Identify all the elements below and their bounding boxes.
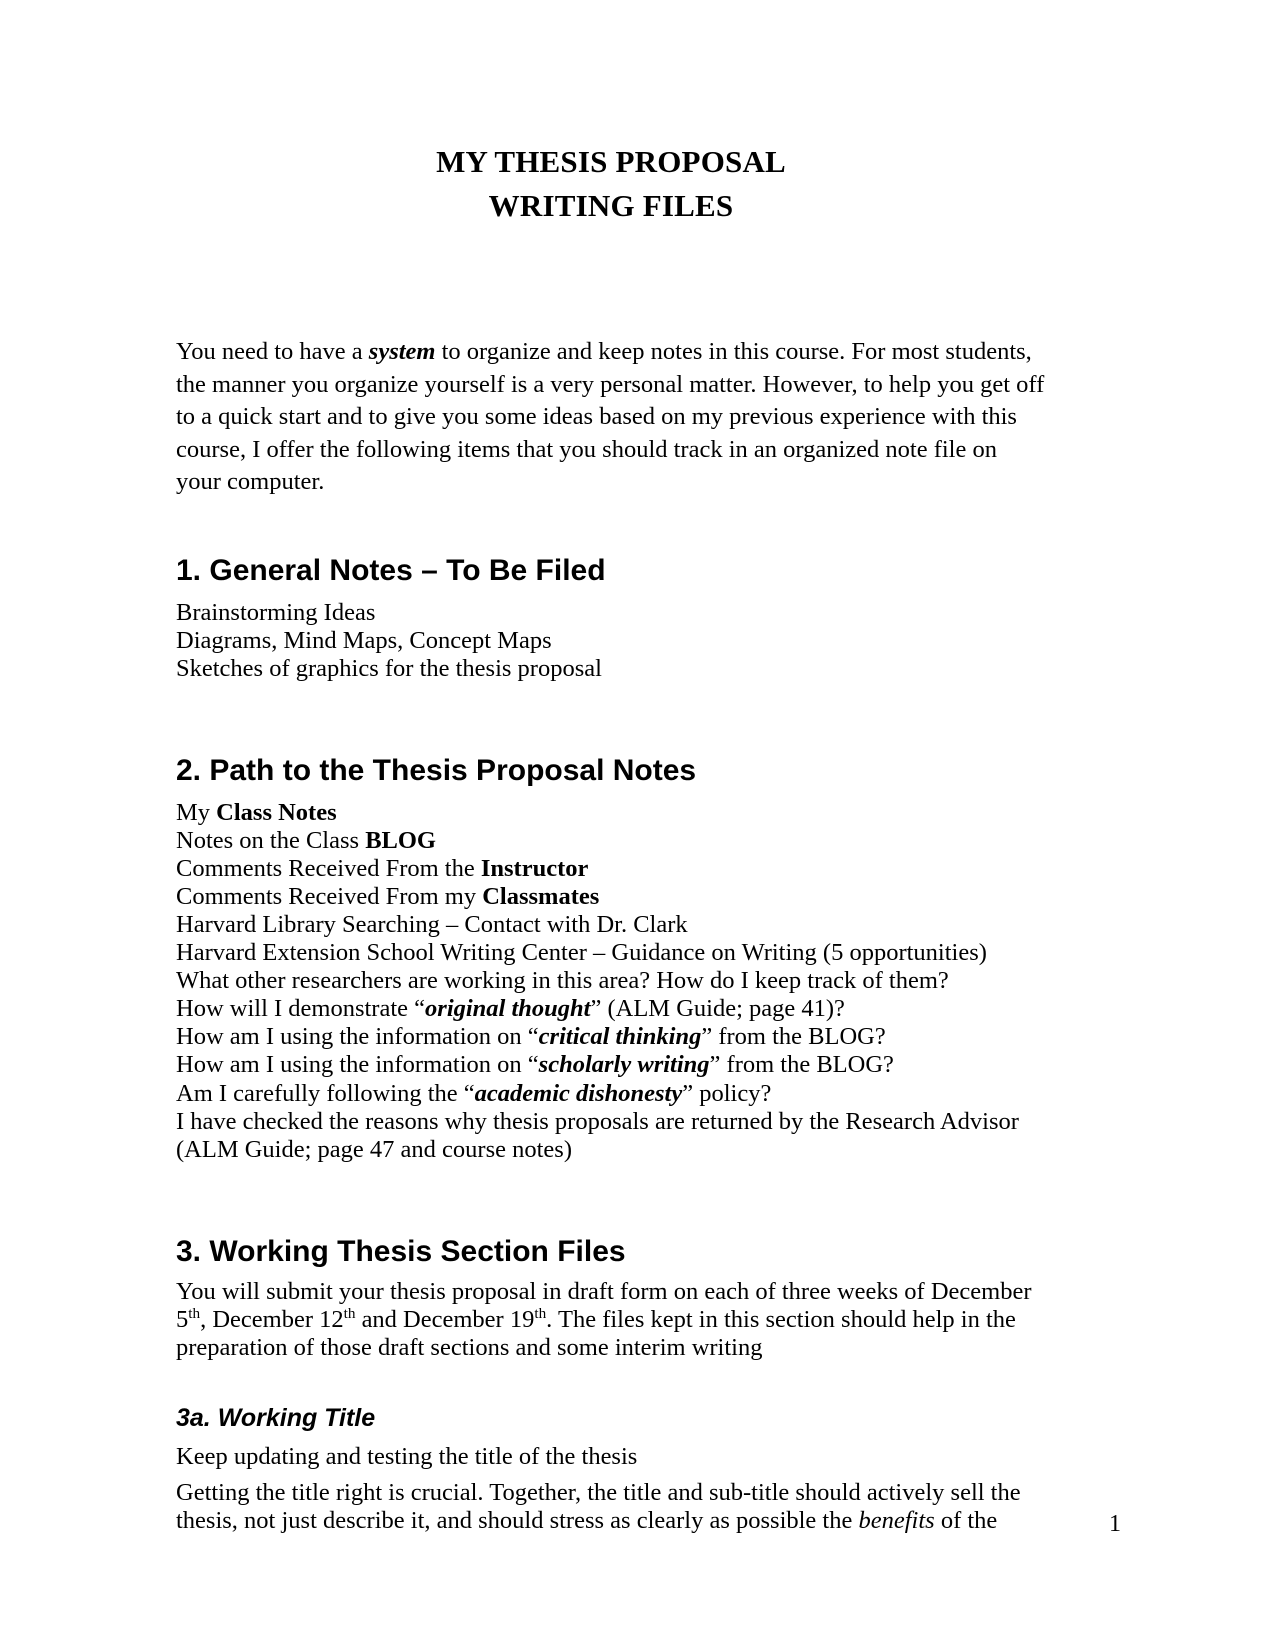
section-path-to-proposal — [176, 683, 1046, 1164]
ordinal-suffix-19th: th — [534, 1304, 547, 1322]
list-item: Brainstorming Ideas — [176, 598, 376, 626]
section-general-notes — [176, 499, 1046, 683]
paragraph-text-part-1: Getting the title right is crucial. Together, the title and sub-title should actively sell the thesis, not just describe it, and should stress as clearly as possible the — [176, 1478, 1021, 1534]
page-title — [176, 140, 1046, 228]
list-item-bold: BLOG — [365, 827, 436, 855]
list-item — [176, 1023, 1046, 1051]
list-item-text: What other researchers are working in this area? How do I keep track of them? — [176, 967, 949, 995]
section-3-paragraph — [176, 1270, 1046, 1363]
document-content — [176, 140, 1046, 1535]
list-item — [176, 1051, 1046, 1079]
section-1-list — [176, 589, 1046, 683]
list-item-text: (ALM Guide; page 47 and course notes) — [176, 1135, 572, 1163]
section-3a-list — [176, 1433, 1046, 1471]
section-2-list — [176, 789, 1046, 1164]
list-item: Keep updating and testing the title of the thesis — [176, 1442, 638, 1470]
paragraph-text-part-4: . The files kept in this section should help in the preparation of those draft sections and some interim writing — [176, 1305, 1016, 1362]
list-item-quoted-term: academic dishonesty — [474, 1079, 683, 1107]
section-heading-1: 1. General Notes – To Be Filed — [176, 553, 606, 587]
paragraph-text-part-2: , December 12 — [200, 1305, 344, 1333]
paragraph-text-part-3: and December 19 — [355, 1305, 535, 1333]
list-item — [176, 939, 1046, 967]
list-item — [176, 827, 1046, 855]
list-item-text: Harvard Extension School Writing Center – Guidance on Writing (5 opportunities) — [176, 939, 987, 967]
intro-text-part-1: You need to have a — [176, 338, 369, 366]
list-item — [176, 967, 1046, 995]
list-item — [176, 883, 1046, 911]
list-item — [176, 995, 1046, 1023]
list-item-text: I have checked the reasons why thesis proposals are returned by the Research Advisor — [176, 1107, 1019, 1135]
list-item — [176, 911, 1046, 939]
intro-text-part-2: to organize and keep notes in this course. For most students, the manner you organize yourself is a very personal matter. However, to help you get off to a quick start and to give you some ideas based on my previous experience with this course, I offer the following items that you should track in an organized note file on your computer. — [176, 338, 1045, 496]
paragraph-text-part-1: You will submit your thesis proposal in draft form on each of three weeks of December 5 — [176, 1277, 1032, 1333]
ordinal-suffix-12th: th — [343, 1304, 356, 1322]
list-item-tail: ” policy? — [682, 1079, 772, 1107]
list-item — [176, 1136, 1046, 1164]
list-item-text: Notes on the Class — [176, 827, 366, 855]
list-item-text: Am I carefully following the “ — [176, 1079, 475, 1107]
ordinal-suffix-5th: th — [188, 1304, 201, 1322]
list-item-text: Comments Received From the — [176, 855, 481, 883]
list-item-text: How am I using the information on “ — [176, 1023, 539, 1051]
intro-paragraph — [176, 228, 1046, 499]
list-item-quoted-term: original thought — [425, 995, 591, 1023]
list-item-tail: ” from the BLOG? — [709, 1051, 894, 1079]
list-item-tail: ” from the BLOG? — [701, 1023, 886, 1051]
list-item-text: My — [176, 799, 217, 827]
list-item-text: Comments Received From my — [176, 883, 483, 911]
intro-emphasis-system: system — [368, 338, 436, 366]
list-item-text: How will I demonstrate “ — [176, 995, 426, 1023]
section-heading-3: 3. Working Thesis Section Files — [176, 1234, 626, 1268]
list-item-text: Harvard Library Searching – Contact with Dr. Clark — [176, 911, 688, 939]
list-item-quoted-term: critical thinking — [538, 1023, 702, 1051]
page-number: 1 — [1109, 1511, 1121, 1537]
list-item-text: How am I using the information on “ — [176, 1051, 539, 1079]
page-title-line-1: MY THESIS PROPOSAL — [436, 144, 786, 179]
list-item — [176, 1080, 1046, 1108]
section-working-title — [176, 1363, 1046, 1536]
paragraph-text-part-2: of the — [934, 1506, 998, 1534]
section-heading-2: 2. Path to the Thesis Proposal Notes — [176, 754, 697, 788]
list-item: Sketches of graphics for the thesis proposal — [176, 655, 602, 683]
list-item-bold: Class Notes — [216, 799, 337, 827]
list-item-bold: Classmates — [482, 883, 600, 911]
list-item-tail: ” (ALM Guide; page 41)? — [590, 995, 845, 1023]
list-item-quoted-term: scholarly writing — [538, 1051, 710, 1079]
section-3a-paragraph — [176, 1471, 1046, 1536]
section-heading-3a: 3a. Working Title — [176, 1403, 376, 1432]
list-item-bold: Instructor — [480, 855, 589, 883]
list-item — [176, 1108, 1046, 1136]
list-item: Diagrams, Mind Maps, Concept Maps — [176, 626, 552, 654]
list-item — [176, 855, 1046, 883]
page-title-line-2: WRITING FILES — [488, 188, 734, 224]
section-working-thesis-files — [176, 1164, 1046, 1363]
paragraph-emphasis-benefits: benefits — [858, 1506, 935, 1534]
list-item — [176, 799, 1046, 827]
